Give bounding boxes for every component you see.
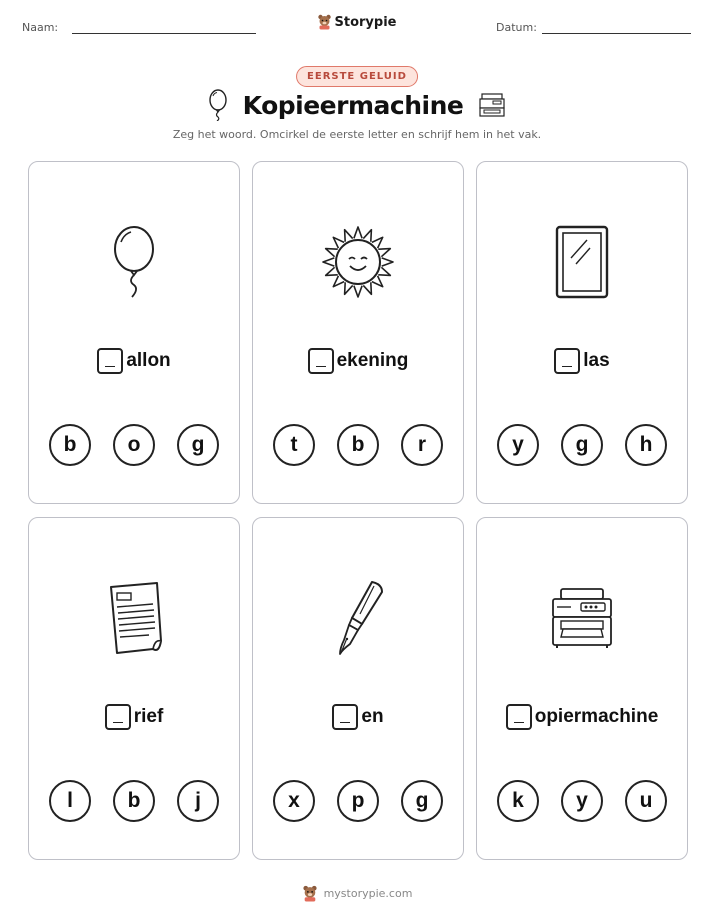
letter-choice[interactable]: u [625, 780, 667, 822]
brand-name: Storypie [334, 14, 397, 30]
footer-url[interactable]: mystorypie.com [323, 887, 413, 900]
balloon-icon [207, 89, 229, 121]
letter-choices [253, 780, 463, 822]
letter-choices [477, 780, 687, 822]
pen-icon [253, 573, 463, 663]
word-row [29, 704, 239, 730]
word-card [252, 161, 464, 504]
letter-choice[interactable]: g [177, 424, 219, 466]
title-row [0, 89, 714, 121]
letter-choice[interactable]: l [49, 780, 91, 822]
instructions: Zeg het woord. Omcirkel de eerste letter en schrijf hem in het vak. [172, 128, 542, 141]
balloon-icon [29, 217, 239, 307]
letter-choice[interactable]: o [113, 424, 155, 466]
bear-icon [302, 885, 318, 902]
letter-choice[interactable]: g [401, 780, 443, 822]
letter-choice[interactable]: y [497, 424, 539, 466]
letter-choice[interactable]: g [561, 424, 603, 466]
letter-choice[interactable]: b [113, 780, 155, 822]
letter-choices [477, 424, 687, 466]
letter-choice[interactable]: b [49, 424, 91, 466]
letter-choice[interactable]: k [497, 780, 539, 822]
brand-logo [318, 14, 397, 30]
letter-choice[interactable]: r [401, 424, 443, 466]
first-letter-box[interactable] [332, 704, 358, 730]
word-row [477, 704, 687, 730]
letter-choices [29, 780, 239, 822]
letter-choice[interactable]: p [337, 780, 379, 822]
first-letter-box[interactable] [105, 704, 131, 730]
letter-choices [29, 424, 239, 466]
word-ending: ekening [336, 350, 409, 371]
word-card [28, 161, 240, 504]
word-row [29, 348, 239, 374]
word-row [253, 704, 463, 730]
letter-icon [29, 573, 239, 663]
name-line[interactable] [72, 33, 256, 34]
word-card [476, 161, 688, 504]
letter-choice[interactable]: y [561, 780, 603, 822]
word-card [252, 517, 464, 860]
letter-choice[interactable]: t [273, 424, 315, 466]
letter-choice[interactable]: h [625, 424, 667, 466]
letter-choices [253, 424, 463, 466]
mirror-icon [477, 217, 687, 307]
word-row [477, 348, 687, 374]
word-card [28, 517, 240, 860]
page-title: Kopieermachine [242, 90, 464, 120]
letter-choice[interactable]: j [177, 780, 219, 822]
first-letter-box[interactable] [554, 348, 580, 374]
copier-icon [477, 573, 687, 663]
word-ending: las [583, 350, 610, 371]
date-line[interactable] [542, 33, 691, 34]
first-letter-box[interactable] [97, 348, 123, 374]
word-ending: en [361, 706, 384, 727]
copier-icon [477, 92, 507, 118]
sun-icon [253, 217, 463, 307]
letter-choice[interactable]: b [337, 424, 379, 466]
word-ending: allon [126, 350, 171, 371]
letter-choice[interactable]: x [273, 780, 315, 822]
bear-icon [318, 14, 332, 30]
name-label: Naam: [22, 21, 59, 34]
footer [0, 885, 714, 902]
date-label: Datum: [496, 21, 537, 34]
first-letter-box[interactable] [308, 348, 334, 374]
word-ending: opiermachine [534, 706, 659, 727]
first-letter-box[interactable] [506, 704, 532, 730]
sound-badge: EERSTE GELUID [296, 66, 418, 87]
word-card [476, 517, 688, 860]
header [22, 14, 692, 42]
word-row [253, 348, 463, 374]
word-ending: rief [133, 706, 164, 727]
